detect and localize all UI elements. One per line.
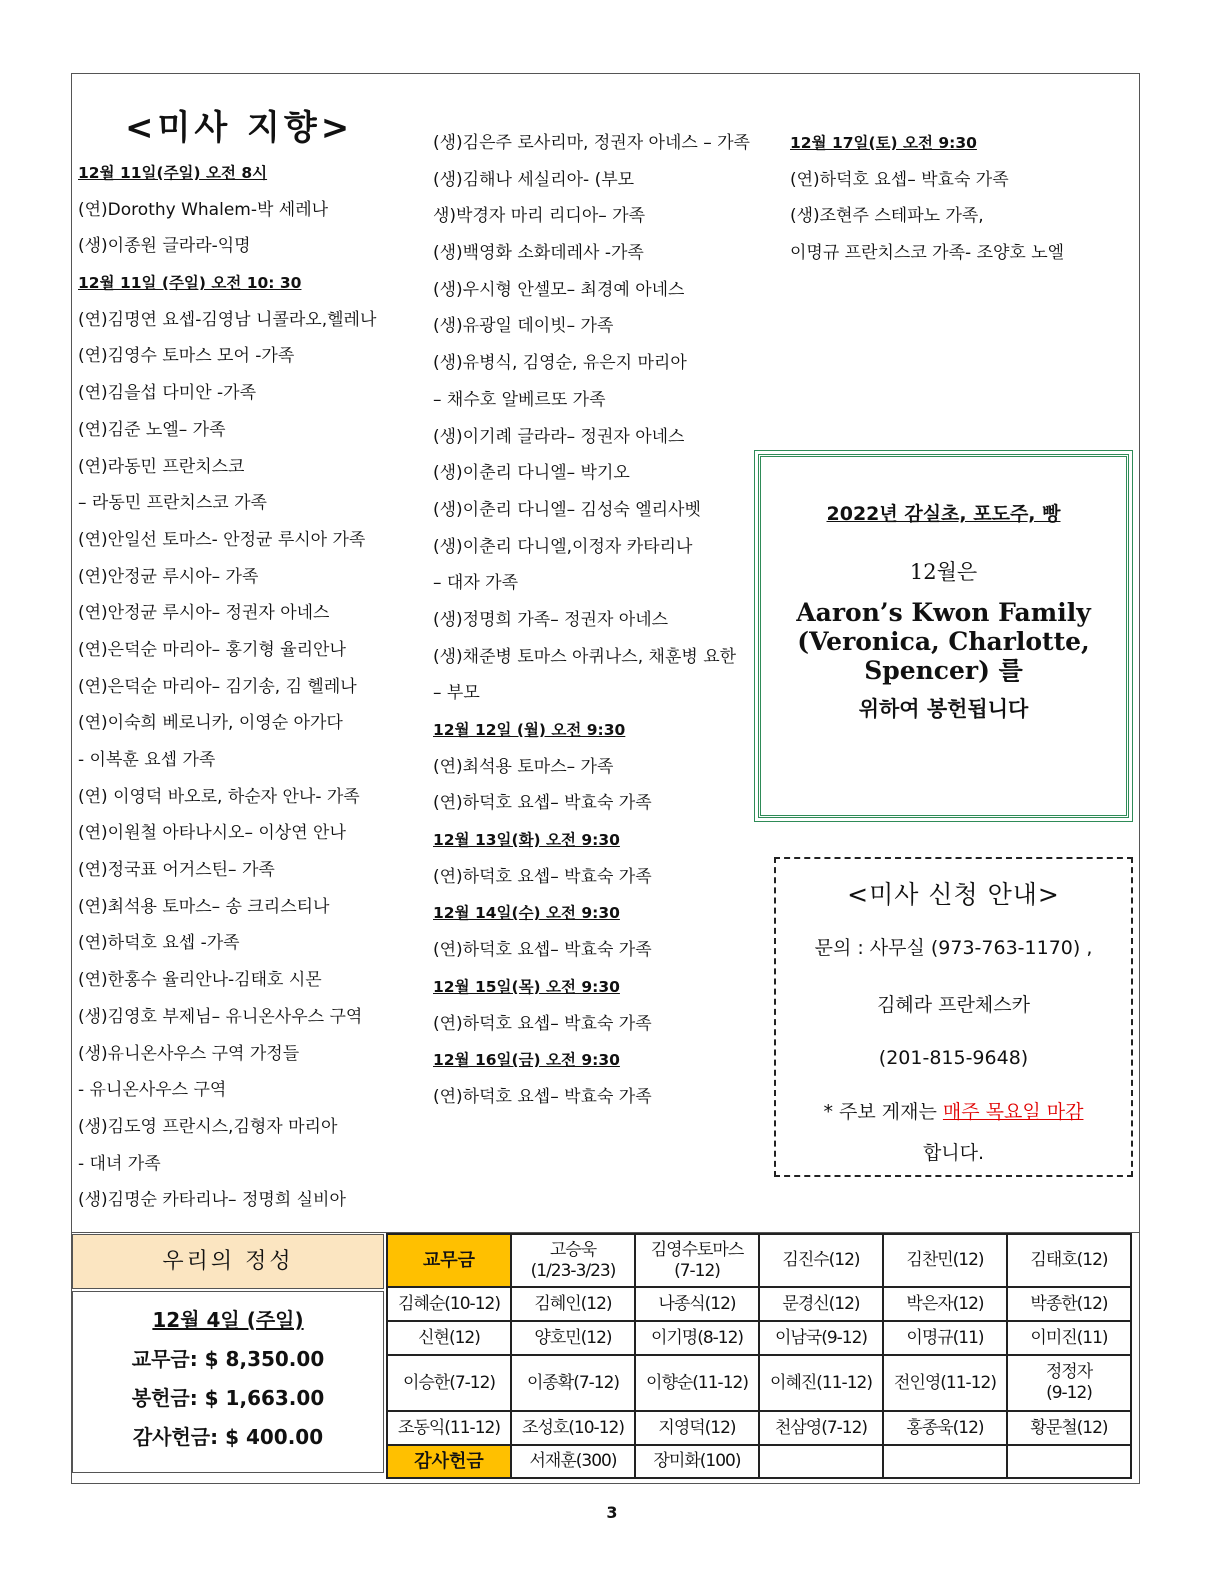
intention-line: (연)최석용 토마스– 가족 [433, 756, 614, 777]
donor-row [387, 1445, 1131, 1478]
offering-footer: 위하여 봉헌됩니다 [858, 697, 1029, 721]
donor-row [387, 1287, 1131, 1321]
donor-cell: 김혜순(10-12) [387, 1287, 511, 1321]
offering-family [761, 598, 1126, 685]
mass-date-header: 12월 11일 (주일) 오전 10: 30 [78, 274, 302, 293]
intention-line: (연)은덕순 마리아– 홍기형 율리안나 [78, 639, 346, 660]
donor-cell: 김태호(12) [1007, 1234, 1131, 1287]
intention-line: (생)이춘리 다니엘,이정자 카타리나 [433, 536, 693, 557]
intention-line: 이명규 프란치스코 가족- 조양호 노엘 [790, 243, 1065, 264]
donor-row [387, 1355, 1131, 1411]
intention-line: – 부모 [433, 683, 480, 704]
donor-cell: 이명규(11) [883, 1321, 1007, 1355]
mass-date-header: 12월 12일 (월) 오전 9:30 [433, 721, 626, 739]
donor-cell: 김찬민(12) [883, 1234, 1007, 1287]
intention-line: – 라동민 프란치스코 가족 [78, 493, 267, 514]
donor-cell: 전인영(11-12) [883, 1355, 1007, 1411]
intention-line: (생)김해나 세실리아- (부모 [433, 169, 635, 190]
intention-line: (생)김은주 로사리마, 정권자 아네스 – 가족 [433, 133, 750, 153]
giving-header: 우리의 정성 [72, 1234, 384, 1289]
intention-line: (연)하덕호 요셉– 박효숙 가족 [433, 866, 652, 887]
donor-cell: 김영수토마스 (7-12) [635, 1234, 759, 1287]
mass-date-header: 12월 14일(수) 오전 9:30 [433, 904, 620, 923]
intention-line: (생)정명희 가족– 정권자 아네스 [433, 609, 669, 630]
intention-line: (연)안일선 토마스- 안정균 루시아 가족 [78, 529, 366, 550]
donor-row [387, 1234, 1131, 1287]
donor-cell [759, 1445, 883, 1478]
giving-line-1: 교무금: $ 8,350.00 [131, 1347, 325, 1371]
donor-cell: 신현(12) [387, 1321, 511, 1355]
donor-cell: 박은자(12) [883, 1287, 1007, 1321]
mass-date-header: 12월 17일(토) 오전 9:30 [790, 134, 977, 152]
intention-line: 생)박경자 마리 리디아– 가족 [433, 206, 645, 227]
intention-line: (연)이원철 아타나시오– 이상연 안나 [78, 823, 346, 844]
intention-line: (생)채준병 토마스 아퀴나스, 채훈병 요한 [433, 646, 737, 667]
intention-line: (연)하덕호 요셉– 박효숙 가족 [433, 1086, 652, 1107]
giving-date: 12월 4일 (주일) [152, 1308, 304, 1332]
donor-cell: 이종확(7-12) [511, 1355, 635, 1411]
donor-cell: 천삼영(7-12) [759, 1411, 883, 1445]
intention-line: (생)조현주 스테파노 가족, [790, 206, 984, 227]
donor-cell: 이향순(11-12) [635, 1355, 759, 1411]
donor-cell: 김혜인(12) [511, 1287, 635, 1321]
donor-cell: 양호민(12) [511, 1321, 635, 1355]
mass-date-header: 12월 11일(주일) 오전 8시 [78, 164, 268, 182]
donor-cell: 나종식(12) [635, 1287, 759, 1321]
intention-line: (연)은덕순 마리아– 김기송, 김 헬레나 [78, 676, 357, 697]
intention-line: - 유니온사우스 구역 [78, 1080, 227, 1101]
offering-month: 12월은 [909, 560, 978, 584]
giving-line-3: 감사헌금: $ 400.00 [132, 1425, 324, 1449]
offering-name-line-3: Spencer) 를 [864, 656, 1023, 685]
donor-cell: 김진수(12) [759, 1234, 883, 1287]
mass-request-deadline-note [776, 1097, 1131, 1124]
offering-box [758, 454, 1129, 818]
intention-line: (생)유병식, 김영순, 유은지 마리아 [433, 353, 687, 374]
donor-cell: 서재훈(300) [511, 1445, 635, 1478]
mass-date-header: 12월 13일(화) 오전 9:30 [433, 831, 620, 850]
intention-line: (연)한홍수 율리안나-김태호 시몬 [78, 970, 322, 991]
intention-line: (연)하덕호 요셉– 박효숙 가족 [433, 793, 652, 814]
intention-line: (연)안정균 루시아– 가족 [78, 566, 259, 587]
mass-date-header: 12월 16일(금) 오전 9:30 [433, 1051, 620, 1070]
intention-line: (연)김을섭 다미안 -가족 [78, 383, 257, 404]
page-number: 3 [606, 1503, 618, 1522]
intention-line: (생)유니온사우스 구역 가정들 [78, 1043, 300, 1064]
intention-line: (생)김영호 부제님– 유니온사우스 구역 [78, 1006, 363, 1027]
donor-cell: 박종한(12) [1007, 1287, 1131, 1321]
intention-line: (연)하덕호 요셉 -가족 [78, 933, 240, 954]
intention-line: (연)안정균 루시아– 정권자 아네스 [78, 603, 330, 624]
donor-cell: 고승욱 (1/23-3/23) [511, 1234, 635, 1287]
intention-line: (생)유광일 데이빗– 가족 [433, 316, 614, 337]
mass-request-contact: 문의 : 사무실 (973-763-1170) , [814, 937, 1093, 959]
intention-line: (연)하덕호 요셉– 박효숙 가족 [433, 940, 652, 961]
donor-cell: 조동익(11-12) [387, 1411, 511, 1445]
mass-request-person: 김혜라 프란체스카 [877, 994, 1030, 1016]
intention-line: – 대자 가족 [433, 573, 518, 594]
donor-cell: 이남국(9-12) [759, 1321, 883, 1355]
intention-line: (생)이춘리 다니엘– 김성숙 엘리사벳 [433, 499, 701, 520]
page-title: <미사 지향> [125, 108, 354, 148]
intention-line: (연)김준 노엘– 가족 [78, 419, 226, 440]
donor-cell [1007, 1445, 1131, 1478]
mass-request-title: <미사 신청 안내> [847, 880, 1060, 909]
intention-line: – 채수호 알베르또 가족 [433, 389, 606, 410]
intention-line: (연)하덕호 요셉– 박효숙 가족 [790, 169, 1009, 190]
donor-cell: 장미화(100) [635, 1445, 759, 1478]
intention-line: (연)하덕호 요셉– 박효숙 가족 [433, 1013, 652, 1034]
donor-cell: 홍종욱(12) [883, 1411, 1007, 1445]
mass-date-header: 12월 15일(목) 오전 9:30 [433, 977, 620, 996]
intention-line: (연)라동민 프란치스코 [78, 456, 245, 477]
donor-cell: 이혜진(11-12) [759, 1355, 883, 1411]
donor-cell: 지영덕(12) [635, 1411, 759, 1445]
mass-request-box [774, 857, 1133, 1177]
donor-category-label: 감사헌금 [387, 1445, 511, 1478]
intention-line: (생)김도영 프란시스,김형자 마리아 [78, 1116, 338, 1137]
donor-table [386, 1233, 1132, 1479]
donor-cell: 문경신(12) [759, 1287, 883, 1321]
intention-line: (생)우시형 안셀모– 최경예 아네스 [433, 279, 685, 300]
donor-cell: 정정자 (9-12) [1007, 1355, 1131, 1411]
donor-category-label: 교무금 [387, 1234, 511, 1287]
deadline-prefix: * 주보 게재는 [823, 1101, 943, 1123]
intention-line: (연)김명연 요셉-김영남 니콜라오,헬레나 [78, 309, 377, 330]
offering-name-line-1: Aaron’s Kwon Family [796, 598, 1091, 627]
deadline-highlight: 매주 목요일 마감 [942, 1101, 1084, 1123]
intentions-column-2 [433, 125, 750, 1116]
intention-line: (연)최석용 토마스– 송 크리스티나 [78, 896, 330, 917]
intention-line: (연)김영수 토마스 모어 -가족 [78, 346, 295, 367]
intention-line: (생)이종원 글라라-익명 [78, 236, 251, 257]
donor-cell: 이승한(7-12) [387, 1355, 511, 1411]
intention-line: (연)이숙희 베로니카, 이영순 아가다 [78, 713, 343, 734]
donor-cell: 조성호(10-12) [511, 1411, 635, 1445]
intention-line: (연)정국표 어거스틴– 가족 [78, 860, 275, 881]
giving-line-2: 봉헌금: $ 1,663.00 [131, 1386, 325, 1410]
donor-cell: 이미진(11) [1007, 1321, 1131, 1355]
intentions-column-1 [78, 155, 376, 1219]
intention-line: - 이복훈 요셉 가족 [78, 750, 216, 770]
donor-cell [883, 1445, 1007, 1478]
intention-line: (연) 이영덕 바오로, 하순자 안나- 가족 [78, 786, 360, 807]
donor-row [387, 1411, 1131, 1445]
donor-cell: 황문철(12) [1007, 1411, 1131, 1445]
intention-line: (생)이춘리 다니엘– 박기오 [433, 463, 630, 484]
offering-name-line-2: (Veronica, Charlotte, [797, 627, 1090, 656]
mass-request-phone: (201-815-9648) [878, 1047, 1029, 1069]
donor-row [387, 1321, 1131, 1355]
donor-cell: 이기명(8-12) [635, 1321, 759, 1355]
intentions-column-3 [790, 125, 1064, 272]
deadline-suffix: 합니다. [922, 1142, 985, 1164]
intention-line: - 대녀 가족 [78, 1153, 161, 1174]
intention-line: (생)백영화 소화데레사 -가족 [433, 243, 644, 264]
offering-title: 2022년 감실초, 포도주, 빵 [826, 503, 1061, 525]
giving-summary [72, 1291, 384, 1473]
intention-line: (생)김명순 카타리나– 정명희 실비아 [78, 1190, 346, 1211]
intention-line: (연)Dorothy Whalem-박 세레나 [78, 199, 329, 220]
intention-line: (생)이기례 글라라– 정권자 아네스 [433, 426, 685, 447]
